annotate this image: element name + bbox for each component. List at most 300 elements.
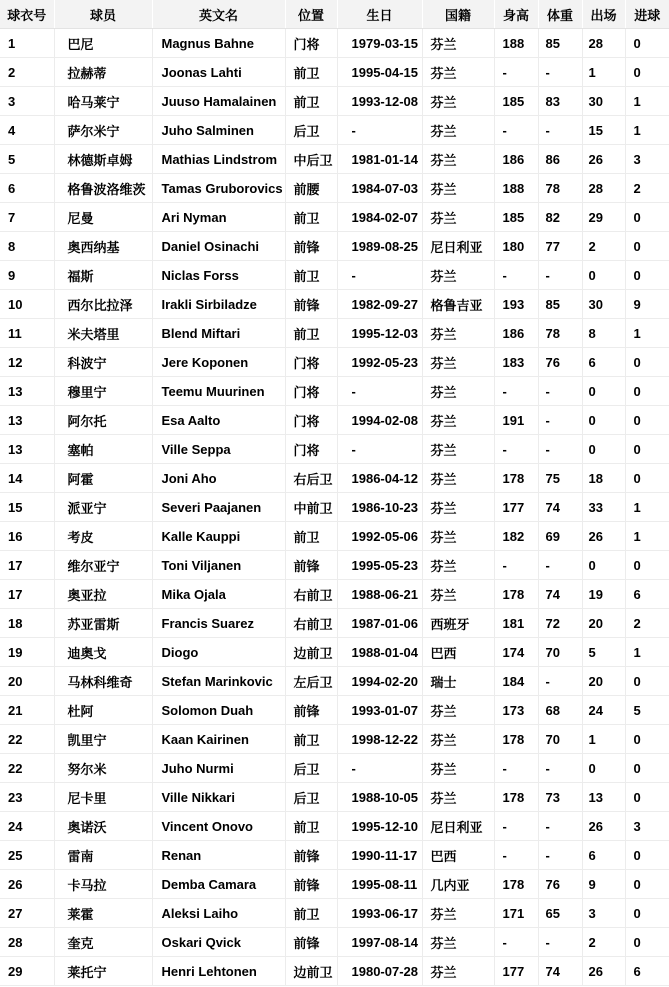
cell-name_en: Jere Koponen: [152, 348, 285, 377]
cell-appearances: 3: [582, 899, 625, 928]
cell-name_cn: 莱托宁: [54, 957, 152, 986]
cell-nationality: 芬兰: [422, 145, 494, 174]
cell-birthday: 1995-12-03: [337, 319, 422, 348]
cell-goals: 1: [625, 116, 669, 145]
cell-birthday: 1993-01-07: [337, 696, 422, 725]
table-row: [0, 406, 669, 435]
cell-birthday: 1984-02-07: [337, 203, 422, 232]
cell-goals: 1: [625, 87, 669, 116]
cell-position: 前卫: [285, 58, 337, 87]
table-row: [0, 609, 669, 638]
cell-position: 边前卫: [285, 638, 337, 667]
cell-goals: 6: [625, 580, 669, 609]
cell-weight: 72: [538, 609, 582, 638]
cell-name_en: Renan: [152, 841, 285, 870]
cell-name_en: Ville Seppa: [152, 435, 285, 464]
cell-birthday: 1979-03-15: [337, 29, 422, 58]
cell-birthday: 1995-05-23: [337, 551, 422, 580]
table-row: [0, 261, 669, 290]
cell-height: 183: [494, 348, 538, 377]
cell-weight: 86: [538, 145, 582, 174]
cell-height: -: [494, 116, 538, 145]
cell-goals: 1: [625, 638, 669, 667]
cell-weight: 77: [538, 232, 582, 261]
cell-name_en: Stefan Marinkovic: [152, 667, 285, 696]
cell-number: 29: [0, 957, 54, 986]
cell-birthday: -: [337, 377, 422, 406]
cell-appearances: 26: [582, 812, 625, 841]
cell-goals: 0: [625, 406, 669, 435]
cell-name_en: Kalle Kauppi: [152, 522, 285, 551]
cell-position: 中前卫: [285, 493, 337, 522]
cell-height: 184: [494, 667, 538, 696]
cell-weight: 82: [538, 203, 582, 232]
cell-number: 19: [0, 638, 54, 667]
cell-nationality: 芬兰: [422, 754, 494, 783]
cell-number: 16: [0, 522, 54, 551]
table-row: [0, 667, 669, 696]
cell-goals: 6: [625, 957, 669, 986]
cell-name_cn: 塞帕: [54, 435, 152, 464]
cell-height: -: [494, 928, 538, 957]
table-row: [0, 116, 669, 145]
cell-nationality: 芬兰: [422, 261, 494, 290]
cell-name_cn: 尼曼: [54, 203, 152, 232]
cell-height: 185: [494, 203, 538, 232]
cell-position: 门将: [285, 29, 337, 58]
cell-goals: 0: [625, 435, 669, 464]
cell-name_en: Demba Camara: [152, 870, 285, 899]
cell-position: 前卫: [285, 87, 337, 116]
cell-weight: -: [538, 667, 582, 696]
cell-goals: 1: [625, 522, 669, 551]
cell-height: 182: [494, 522, 538, 551]
cell-goals: 0: [625, 841, 669, 870]
cell-goals: 0: [625, 261, 669, 290]
cell-number: 13: [0, 377, 54, 406]
cell-birthday: 1989-08-25: [337, 232, 422, 261]
cell-appearances: 28: [582, 174, 625, 203]
cell-nationality: 芬兰: [422, 580, 494, 609]
cell-number: 27: [0, 899, 54, 928]
cell-name_cn: 凯里宁: [54, 725, 152, 754]
cell-weight: -: [538, 58, 582, 87]
cell-weight: 74: [538, 957, 582, 986]
cell-appearances: 24: [582, 696, 625, 725]
cell-nationality: 芬兰: [422, 899, 494, 928]
cell-name_en: Toni Viljanen: [152, 551, 285, 580]
cell-name_en: Vincent Onovo: [152, 812, 285, 841]
cell-height: 178: [494, 580, 538, 609]
cell-nationality: 芬兰: [422, 464, 494, 493]
cell-nationality: 芬兰: [422, 406, 494, 435]
cell-height: -: [494, 377, 538, 406]
cell-position: 前卫: [285, 522, 337, 551]
cell-position: 右后卫: [285, 464, 337, 493]
table-row: [0, 957, 669, 986]
cell-number: 2: [0, 58, 54, 87]
cell-appearances: 18: [582, 464, 625, 493]
cell-name_cn: 迪奥戈: [54, 638, 152, 667]
cell-goals: 0: [625, 58, 669, 87]
table-row: [0, 232, 669, 261]
table-body: [0, 29, 669, 986]
cell-appearances: 1: [582, 725, 625, 754]
cell-position: 右前卫: [285, 580, 337, 609]
cell-appearances: 0: [582, 261, 625, 290]
cell-height: 180: [494, 232, 538, 261]
cell-name_en: Oskari Qvick: [152, 928, 285, 957]
cell-position: 门将: [285, 348, 337, 377]
cell-goals: 2: [625, 174, 669, 203]
cell-name_en: Kaan Kairinen: [152, 725, 285, 754]
cell-height: 173: [494, 696, 538, 725]
cell-name_en: Tamas Gruborovics: [152, 174, 285, 203]
cell-appearances: 30: [582, 87, 625, 116]
cell-weight: -: [538, 116, 582, 145]
cell-nationality: 芬兰: [422, 957, 494, 986]
table-row: [0, 841, 669, 870]
cell-height: 177: [494, 493, 538, 522]
cell-name_en: Magnus Bahne: [152, 29, 285, 58]
cell-appearances: 13: [582, 783, 625, 812]
cell-weight: -: [538, 754, 582, 783]
cell-height: -: [494, 58, 538, 87]
cell-height: 185: [494, 87, 538, 116]
cell-goals: 0: [625, 464, 669, 493]
cell-number: 18: [0, 609, 54, 638]
cell-birthday: 1992-05-06: [337, 522, 422, 551]
cell-goals: 0: [625, 754, 669, 783]
cell-appearances: 26: [582, 145, 625, 174]
cell-number: 20: [0, 667, 54, 696]
cell-appearances: 6: [582, 841, 625, 870]
table-row: [0, 522, 669, 551]
cell-name_cn: 西尔比拉泽: [54, 290, 152, 319]
cell-nationality: 芬兰: [422, 551, 494, 580]
cell-name_cn: 奥西纳基: [54, 232, 152, 261]
column-header-birthday: 生日: [337, 0, 422, 29]
cell-position: 前锋: [285, 232, 337, 261]
cell-height: -: [494, 754, 538, 783]
cell-name_cn: 格鲁波洛维茨: [54, 174, 152, 203]
cell-goals: 0: [625, 783, 669, 812]
cell-position: 后卫: [285, 754, 337, 783]
cell-appearances: 15: [582, 116, 625, 145]
table-row: [0, 754, 669, 783]
cell-nationality: 巴西: [422, 841, 494, 870]
cell-name_cn: 科波宁: [54, 348, 152, 377]
cell-name_cn: 阿霍: [54, 464, 152, 493]
cell-position: 前锋: [285, 551, 337, 580]
cell-nationality: 芬兰: [422, 116, 494, 145]
cell-weight: 73: [538, 783, 582, 812]
cell-goals: 0: [625, 348, 669, 377]
table-row: [0, 58, 669, 87]
table-row: [0, 87, 669, 116]
cell-nationality: 芬兰: [422, 928, 494, 957]
cell-nationality: 芬兰: [422, 696, 494, 725]
cell-position: 前锋: [285, 841, 337, 870]
cell-goals: 0: [625, 870, 669, 899]
cell-number: 28: [0, 928, 54, 957]
cell-height: -: [494, 551, 538, 580]
cell-birthday: -: [337, 116, 422, 145]
cell-number: 6: [0, 174, 54, 203]
cell-name_cn: 卡马拉: [54, 870, 152, 899]
cell-goals: 0: [625, 551, 669, 580]
cell-weight: -: [538, 841, 582, 870]
cell-number: 26: [0, 870, 54, 899]
cell-position: 右前卫: [285, 609, 337, 638]
cell-name_cn: 雷南: [54, 841, 152, 870]
cell-nationality: 芬兰: [422, 174, 494, 203]
cell-birthday: 1994-02-20: [337, 667, 422, 696]
cell-goals: 0: [625, 725, 669, 754]
cell-goals: 5: [625, 696, 669, 725]
cell-number: 11: [0, 319, 54, 348]
cell-appearances: 30: [582, 290, 625, 319]
cell-birthday: -: [337, 261, 422, 290]
cell-nationality: 芬兰: [422, 348, 494, 377]
cell-birthday: 1984-07-03: [337, 174, 422, 203]
cell-name_en: Irakli Sirbiladze: [152, 290, 285, 319]
cell-weight: -: [538, 377, 582, 406]
cell-number: 22: [0, 725, 54, 754]
cell-name_cn: 莱霍: [54, 899, 152, 928]
cell-birthday: 1993-12-08: [337, 87, 422, 116]
cell-appearances: 0: [582, 377, 625, 406]
cell-appearances: 28: [582, 29, 625, 58]
cell-name_en: Diogo: [152, 638, 285, 667]
cell-name_cn: 尼卡里: [54, 783, 152, 812]
cell-goals: 2: [625, 609, 669, 638]
cell-birthday: 1988-01-04: [337, 638, 422, 667]
cell-height: 178: [494, 783, 538, 812]
cell-birthday: 1995-08-11: [337, 870, 422, 899]
cell-birthday: -: [337, 435, 422, 464]
cell-birthday: 1988-06-21: [337, 580, 422, 609]
cell-nationality: 瑞士: [422, 667, 494, 696]
cell-goals: 3: [625, 145, 669, 174]
cell-height: 174: [494, 638, 538, 667]
table-row: [0, 435, 669, 464]
cell-nationality: 芬兰: [422, 29, 494, 58]
cell-number: 23: [0, 783, 54, 812]
cell-name_en: Ville Nikkari: [152, 783, 285, 812]
cell-appearances: 29: [582, 203, 625, 232]
cell-height: 186: [494, 319, 538, 348]
cell-number: 13: [0, 406, 54, 435]
cell-number: 1: [0, 29, 54, 58]
cell-birthday: 1987-01-06: [337, 609, 422, 638]
cell-name_cn: 马林科维奇: [54, 667, 152, 696]
column-header-jersey-number: 球衣号: [0, 0, 54, 29]
cell-name_en: Juho Nurmi: [152, 754, 285, 783]
cell-name_en: Solomon Duah: [152, 696, 285, 725]
cell-number: 14: [0, 464, 54, 493]
cell-name_cn: 派亚宁: [54, 493, 152, 522]
cell-name_en: Aleksi Laiho: [152, 899, 285, 928]
cell-birthday: 1990-11-17: [337, 841, 422, 870]
cell-height: -: [494, 261, 538, 290]
cell-number: 12: [0, 348, 54, 377]
cell-nationality: 芬兰: [422, 319, 494, 348]
table-row: [0, 203, 669, 232]
column-header-height: 身高: [494, 0, 538, 29]
cell-number: 4: [0, 116, 54, 145]
cell-appearances: 33: [582, 493, 625, 522]
cell-name_en: Ari Nyman: [152, 203, 285, 232]
cell-weight: 70: [538, 725, 582, 754]
cell-nationality: 尼日利亚: [422, 812, 494, 841]
cell-appearances: 0: [582, 551, 625, 580]
cell-position: 边前卫: [285, 957, 337, 986]
cell-nationality: 芬兰: [422, 87, 494, 116]
cell-appearances: 9: [582, 870, 625, 899]
table-row: [0, 783, 669, 812]
cell-weight: 76: [538, 870, 582, 899]
cell-name_cn: 拉赫蒂: [54, 58, 152, 87]
cell-position: 前卫: [285, 812, 337, 841]
cell-name_en: Henri Lehtonen: [152, 957, 285, 986]
table-row: [0, 899, 669, 928]
cell-name_cn: 考皮: [54, 522, 152, 551]
cell-weight: 85: [538, 290, 582, 319]
column-header-player-name: 球员: [54, 0, 152, 29]
cell-name_cn: 阿尔托: [54, 406, 152, 435]
cell-name_cn: 穆里宁: [54, 377, 152, 406]
cell-name_en: Teemu Muurinen: [152, 377, 285, 406]
cell-name_cn: 维尔亚宁: [54, 551, 152, 580]
cell-appearances: 1: [582, 58, 625, 87]
table-row: [0, 319, 669, 348]
cell-number: 17: [0, 580, 54, 609]
cell-nationality: 巴西: [422, 638, 494, 667]
cell-goals: 0: [625, 377, 669, 406]
table-row: [0, 580, 669, 609]
cell-weight: 78: [538, 319, 582, 348]
cell-goals: 0: [625, 928, 669, 957]
cell-appearances: 2: [582, 928, 625, 957]
cell-birthday: 1997-08-14: [337, 928, 422, 957]
cell-number: 10: [0, 290, 54, 319]
cell-nationality: 格鲁吉亚: [422, 290, 494, 319]
cell-appearances: 20: [582, 609, 625, 638]
cell-name_cn: 苏亚雷斯: [54, 609, 152, 638]
cell-number: 22: [0, 754, 54, 783]
cell-name_en: Joni Aho: [152, 464, 285, 493]
cell-nationality: 芬兰: [422, 377, 494, 406]
cell-appearances: 19: [582, 580, 625, 609]
cell-nationality: 芬兰: [422, 58, 494, 87]
cell-number: 17: [0, 551, 54, 580]
cell-name_en: Blend Miftari: [152, 319, 285, 348]
cell-birthday: -: [337, 754, 422, 783]
cell-height: -: [494, 841, 538, 870]
cell-number: 15: [0, 493, 54, 522]
cell-number: 3: [0, 87, 54, 116]
cell-birthday: 1992-05-23: [337, 348, 422, 377]
table-row: [0, 493, 669, 522]
column-header-appearances: 出场: [582, 0, 625, 29]
cell-appearances: 0: [582, 406, 625, 435]
cell-name_en: Mathias Lindstrom: [152, 145, 285, 174]
cell-weight: -: [538, 435, 582, 464]
cell-height: 178: [494, 725, 538, 754]
cell-number: 13: [0, 435, 54, 464]
column-header-weight: 体重: [538, 0, 582, 29]
table-row: [0, 290, 669, 319]
table-row: [0, 638, 669, 667]
column-header-goals: 进球: [625, 0, 669, 29]
cell-number: 7: [0, 203, 54, 232]
cell-weight: -: [538, 928, 582, 957]
cell-height: 181: [494, 609, 538, 638]
cell-birthday: 1980-07-28: [337, 957, 422, 986]
cell-name_en: Mika Ojala: [152, 580, 285, 609]
cell-height: -: [494, 812, 538, 841]
cell-name_en: Severi Paajanen: [152, 493, 285, 522]
cell-birthday: 1986-04-12: [337, 464, 422, 493]
cell-name_en: Niclas Forss: [152, 261, 285, 290]
cell-position: 左后卫: [285, 667, 337, 696]
cell-height: 171: [494, 899, 538, 928]
cell-height: 193: [494, 290, 538, 319]
cell-birthday: 1981-01-14: [337, 145, 422, 174]
cell-name_en: Francis Suarez: [152, 609, 285, 638]
cell-weight: 76: [538, 348, 582, 377]
column-header-position: 位置: [285, 0, 337, 29]
cell-position: 后卫: [285, 783, 337, 812]
cell-name_en: Daniel Osinachi: [152, 232, 285, 261]
cell-weight: 74: [538, 493, 582, 522]
cell-weight: 75: [538, 464, 582, 493]
cell-nationality: 芬兰: [422, 725, 494, 754]
cell-appearances: 5: [582, 638, 625, 667]
cell-weight: -: [538, 812, 582, 841]
cell-name_cn: 林德斯卓姆: [54, 145, 152, 174]
cell-birthday: 1988-10-05: [337, 783, 422, 812]
cell-name_en: Juho Salminen: [152, 116, 285, 145]
cell-name_cn: 米夫塔里: [54, 319, 152, 348]
cell-goals: 1: [625, 493, 669, 522]
cell-weight: 83: [538, 87, 582, 116]
cell-name_cn: 哈马莱宁: [54, 87, 152, 116]
table-row: [0, 348, 669, 377]
column-header-nationality: 国籍: [422, 0, 494, 29]
cell-position: 门将: [285, 377, 337, 406]
cell-nationality: 芬兰: [422, 783, 494, 812]
cell-name_cn: 萨尔米宁: [54, 116, 152, 145]
cell-goals: 9: [625, 290, 669, 319]
cell-position: 前卫: [285, 261, 337, 290]
cell-appearances: 26: [582, 522, 625, 551]
column-header-english-name: 英文名: [152, 0, 285, 29]
cell-goals: 1: [625, 319, 669, 348]
cell-birthday: 1994-02-08: [337, 406, 422, 435]
cell-name_cn: 福斯: [54, 261, 152, 290]
cell-position: 前卫: [285, 899, 337, 928]
table-row: [0, 928, 669, 957]
cell-name_en: Esa Aalto: [152, 406, 285, 435]
cell-goals: 0: [625, 899, 669, 928]
cell-goals: 0: [625, 667, 669, 696]
table-row: [0, 812, 669, 841]
cell-nationality: 芬兰: [422, 522, 494, 551]
cell-number: 24: [0, 812, 54, 841]
cell-position: 门将: [285, 435, 337, 464]
